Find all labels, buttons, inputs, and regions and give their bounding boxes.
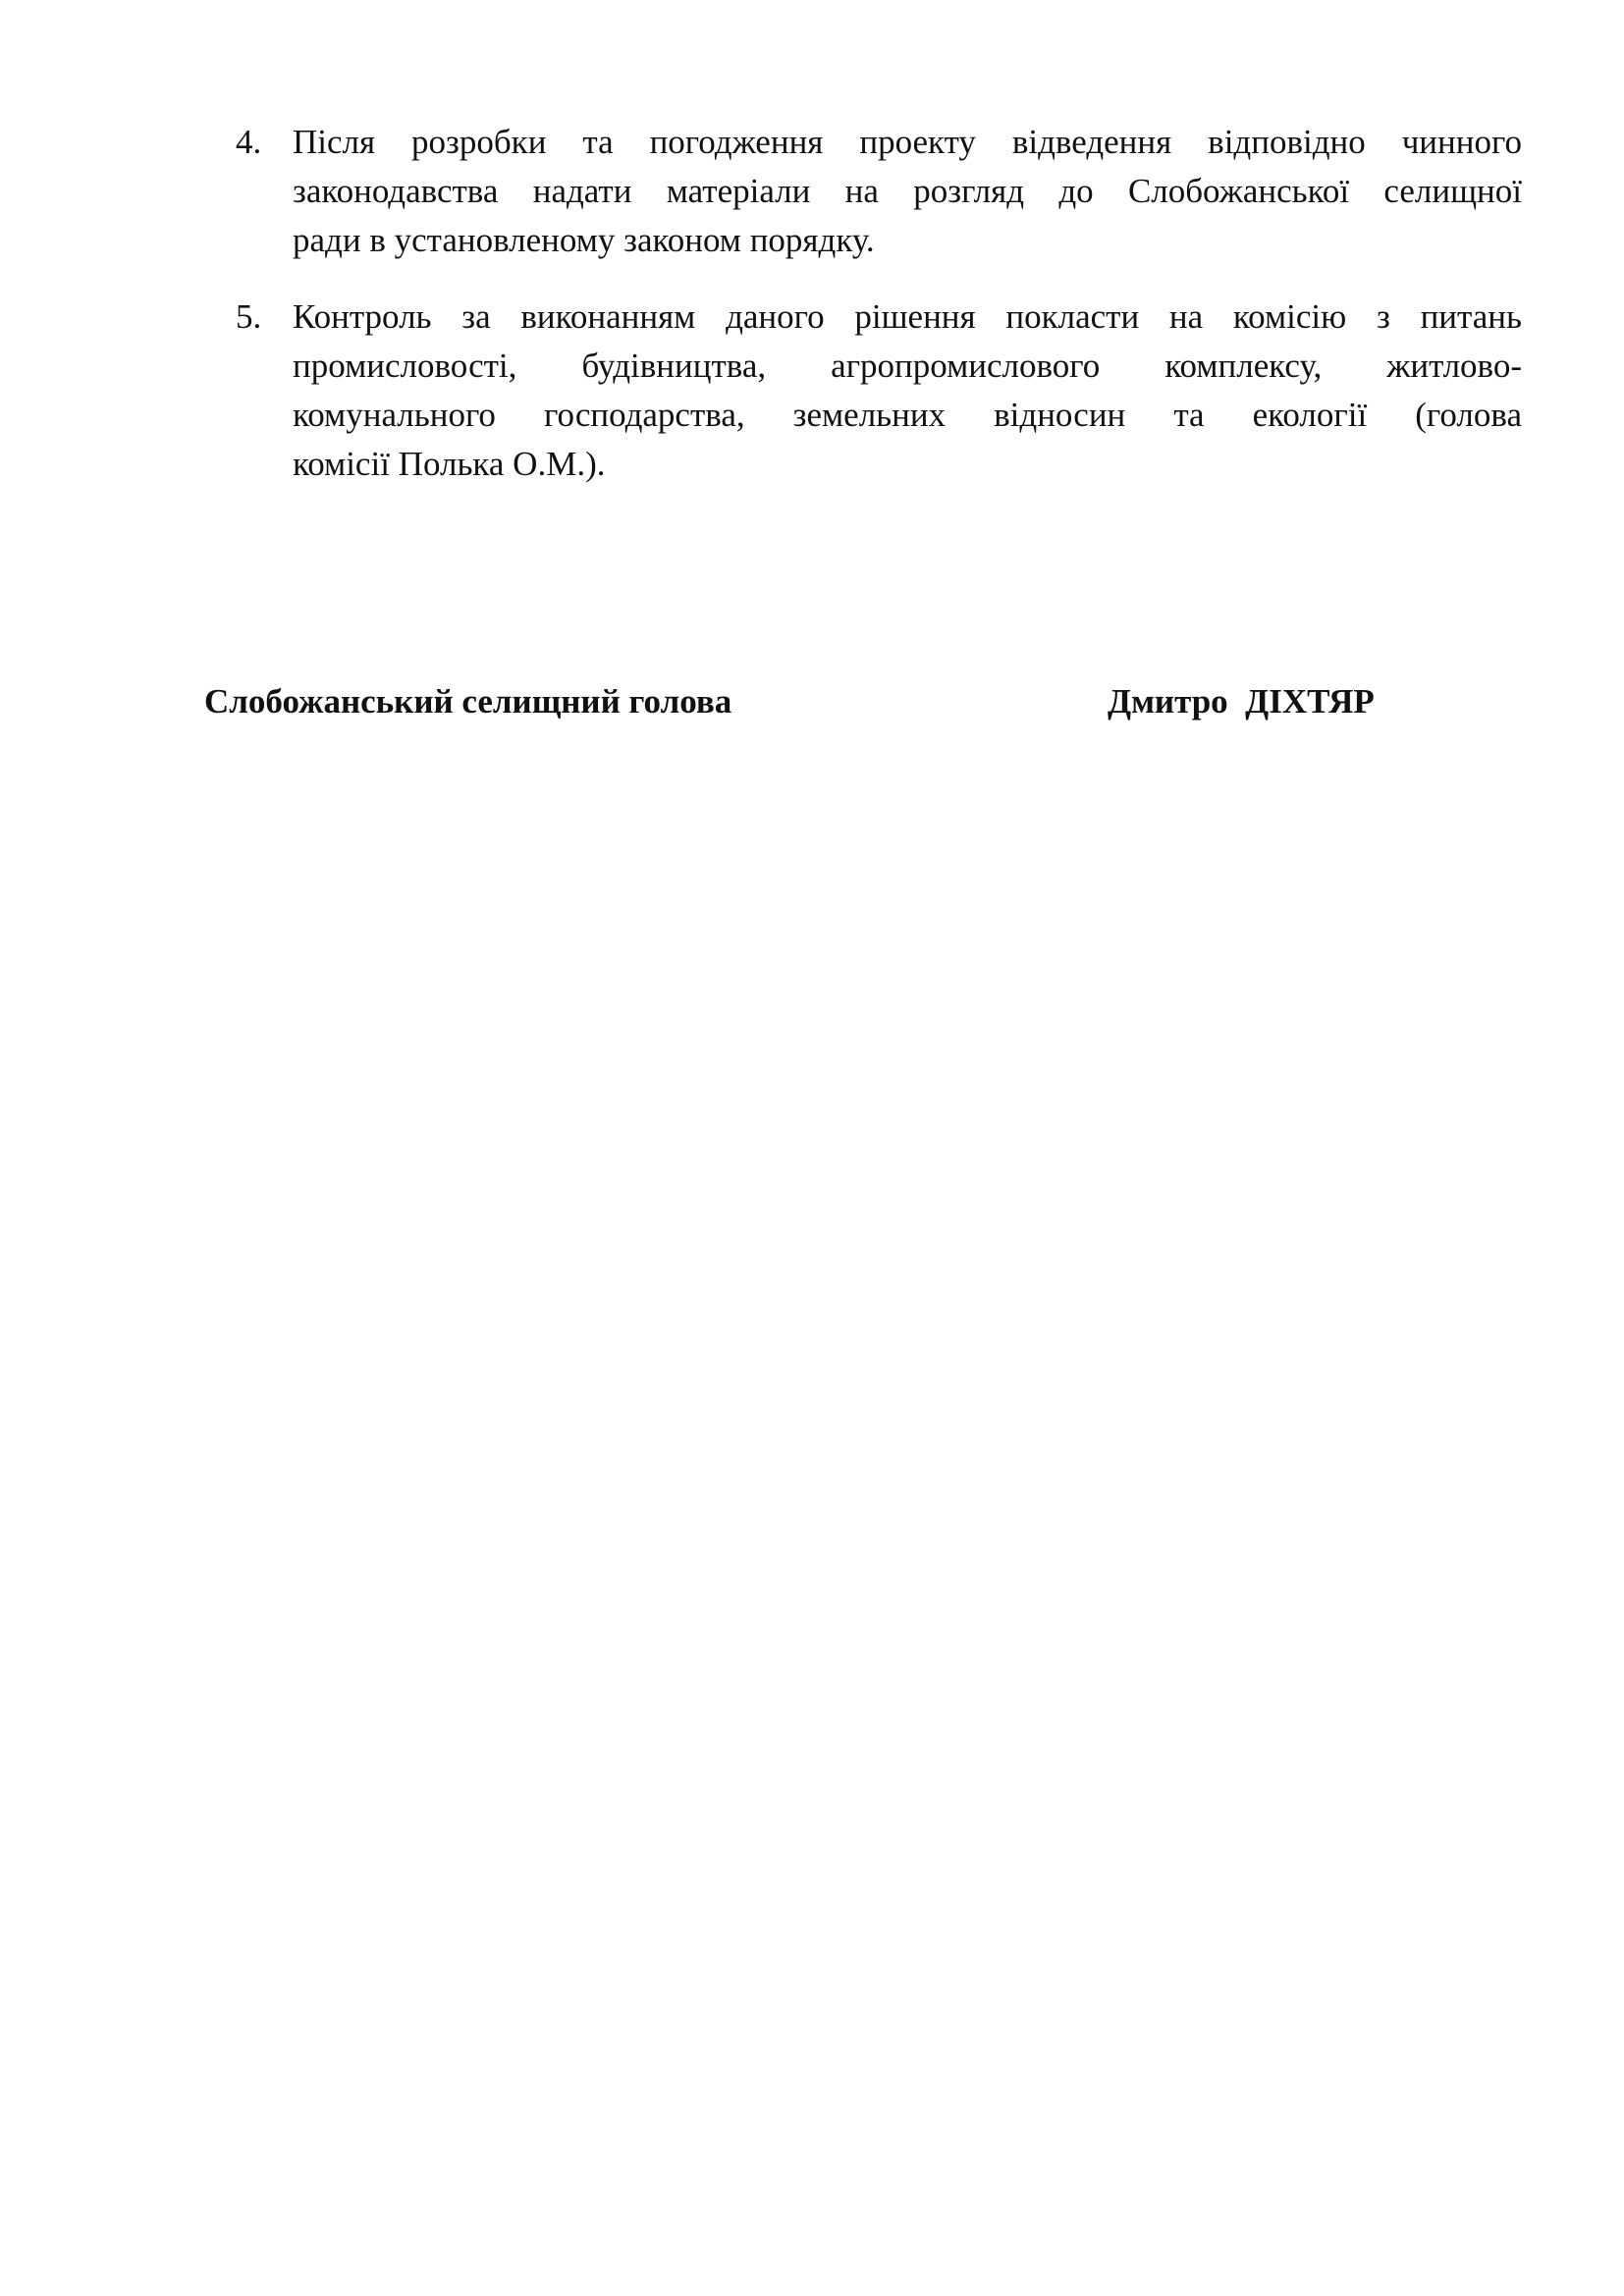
item-number: 5. (236, 297, 262, 336)
item-text-line: комісії Полька О.М.). (293, 445, 606, 483)
item-text-line: промисловості, будівництва, агропромислового комплексу, житлово- (293, 347, 1522, 385)
signatory-title: Слобожанський селищний голова (204, 682, 732, 721)
item-number: 4. (236, 123, 262, 161)
decision-items-list (236, 118, 1522, 516)
signature-block (204, 677, 1422, 736)
item-text-line: законодавства надати матеріали на розгляд до Слобожанської селищної (293, 172, 1522, 210)
signatory-name: Дмитро ДІХТЯР (1108, 682, 1375, 721)
item-text-line: Після розробки та погодження проекту відведення відповідно чинного (293, 123, 1522, 161)
item-text-line: Контроль за виконанням даного рішення покласти на комісію з питань (293, 297, 1522, 336)
item-text (293, 118, 1522, 265)
list-item (236, 118, 1522, 265)
item-text-line: комунального господарства, земельних відносин та екології (голова (293, 396, 1522, 434)
list-item (236, 293, 1522, 489)
item-text (293, 293, 1522, 489)
item-text-line: ради в установленому законом порядку. (293, 221, 875, 259)
